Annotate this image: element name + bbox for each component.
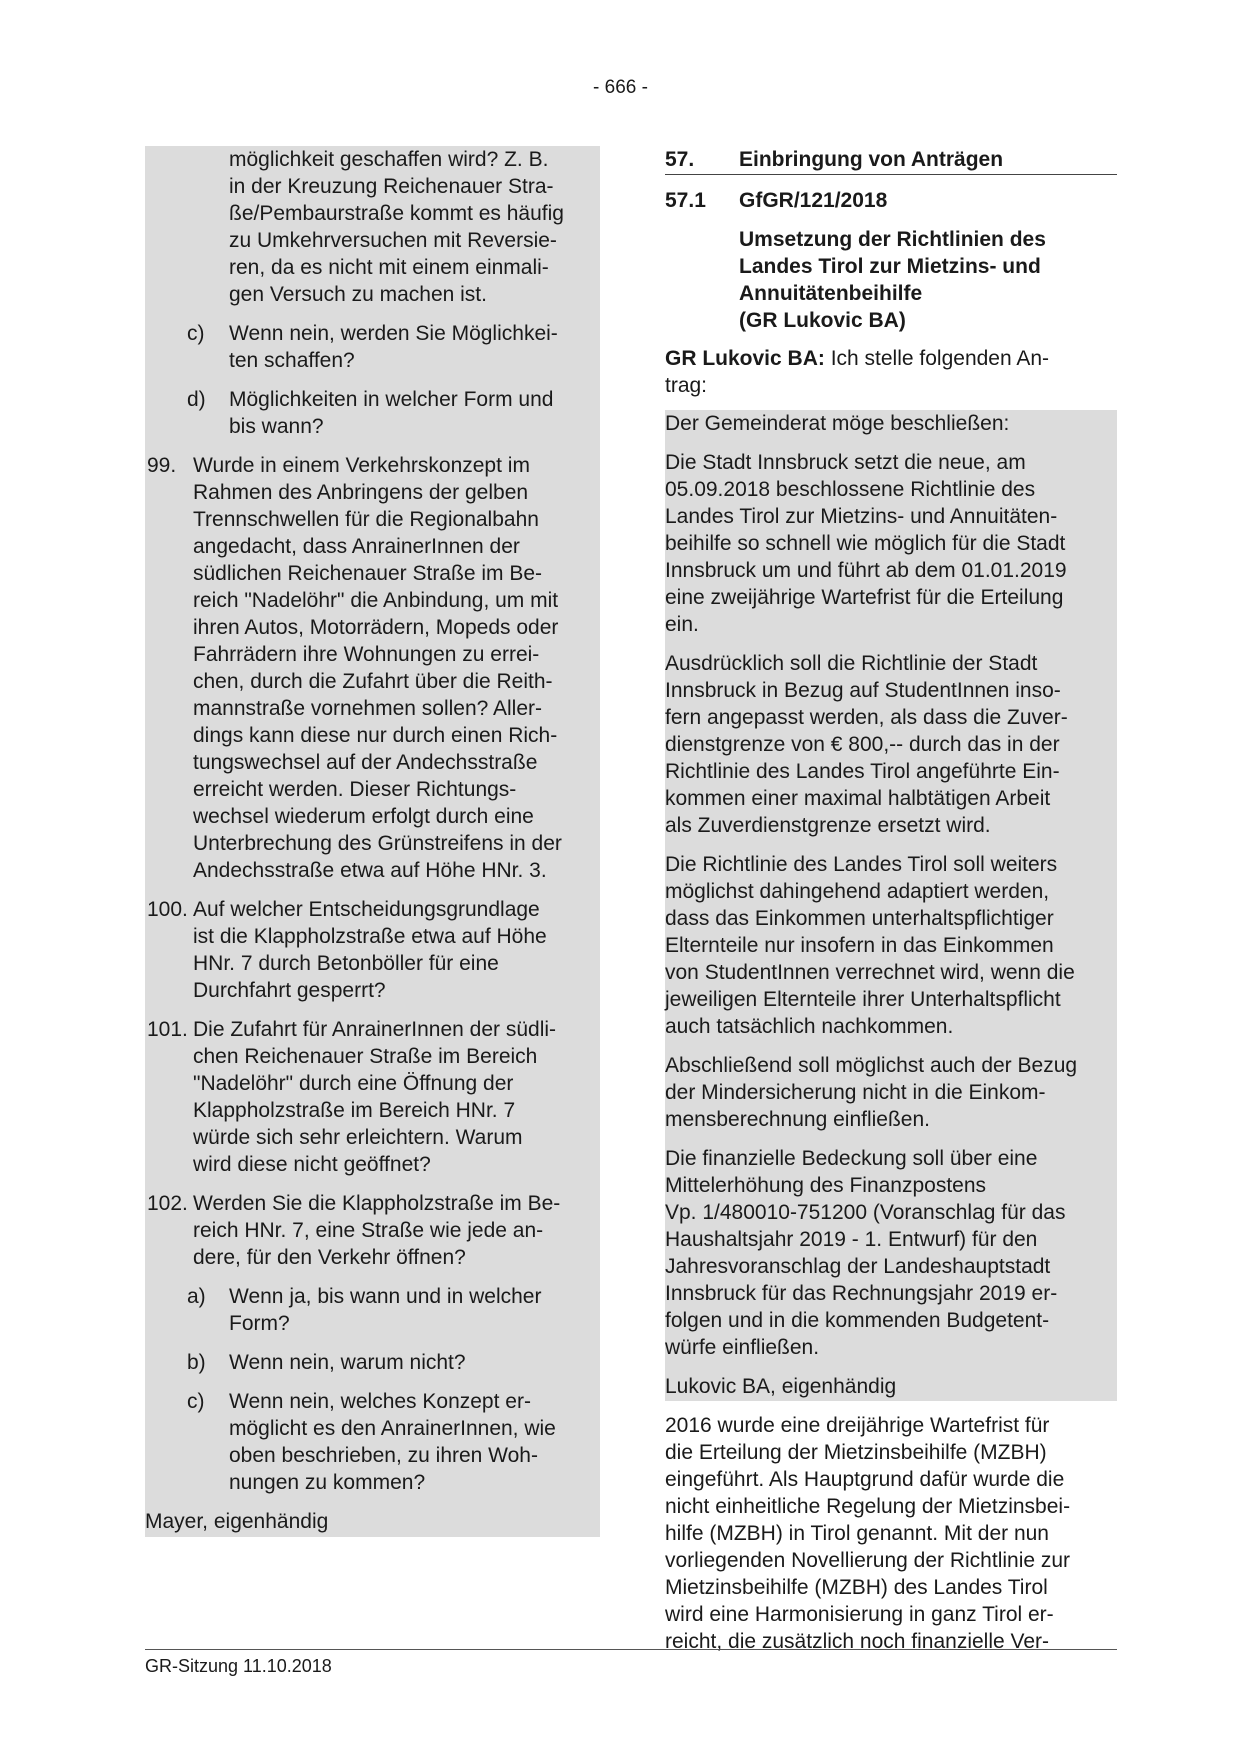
speaker-intro: GR Lukovic BA: Ich stelle folgenden An- trag: (665, 347, 1050, 397)
speaker-name: GR Lukovic BA: (665, 347, 825, 370)
section-heading (665, 146, 1117, 175)
list-item: c) Wenn nein, werden Sie Möglichkei- ten schaffen? (187, 322, 558, 372)
continued-text: möglichkeit geschaffen wird? Z. B. in der Kreuzung Reichenauer Stra- ße/Pembaurstraße kommt es häufig zu Umkehrversuchen mit Reversie- ren, da es nicht mit einem einmali- gen Versuch zu machen ist. (229, 148, 564, 306)
question-99: 99. Wurde in einem Verkehrskonzept im Rahmen des Anbringens der gelben Trennschwellen für die Regionalbahn angedacht, dass AnrainerInnen der südlichen Reichenauer Straße im Be- reich "Nadelöhr" die Anbindung, um mit ihren Autos, Motorrädern, Mopeds oder Fahrrädern ihre Wohnungen zu errei- chen, durch die Zufahrt über die Reith- mannstraße vornehmen sollen? Aller- dings kann diese nur durch einen Rich- tungswechsel auf der Andechsstraße erreicht werden. Dieser Richtungs- wechsel wiederum erfolgt durch eine Unterbrechung des Grünstreifens in der Andechsstraße etwa auf Höhe HNr. 3. (147, 454, 562, 882)
page-number: - 666 - (593, 77, 648, 98)
question-102: 102. Werden Sie die Klappholzstraße im Be- reich HNr. 7, eine Straße wie jede an- dere, für den Verkehr öffnen? (147, 1192, 561, 1269)
list-item: a) Wenn ja, bis wann und in welcher Form? (187, 1285, 542, 1335)
section-number: 57. (665, 148, 695, 171)
footer: GR-Sitzung 11.10.2018 (145, 1656, 332, 1676)
question-block (145, 146, 600, 1537)
footer-divider (145, 1649, 1117, 1650)
section-title: Einbringung von Anträgen (739, 148, 1004, 171)
question-101: 101. Die Zufahrt für AnrainerInnen der südli- chen Reichenauer Straße im Bereich "Nadelöhr" durch eine Öffnung der Klappholzstraße im Bereich HNr. 7 würde sich sehr erleichtern. Warum wird diese nicht geöffnet? (147, 1018, 557, 1176)
subsection-code: GfGR/121/2018 (739, 189, 888, 212)
question-100: 100. Auf welcher Entscheidungsgrundlage ist die Klappholzstraße etwa auf Höhe HNr. 7 durch Betonböller für eine Durchfahrt gesperrt? (147, 898, 547, 1002)
motion-paragraph: Die Richtlinie des Landes Tirol soll weiters möglichst dahingehend adaptiert werden, dass das Einkommen unterhaltspflichtiger Elternteile nur insofern in das Einkommen von StudentInnen verrechnet wird, wenn die jeweiligen Elternteile ihrer Unterhaltspflicht auch tatsächlich nachkommen. (665, 853, 1075, 1038)
motion-intro: Der Gemeinderat möge beschließen: (665, 412, 1010, 435)
list-item: c) Wenn nein, welches Konzept er- möglicht es den AnrainerInnen, wie oben beschrieben, zu ihren Woh- nungen zu kommen? (187, 1390, 556, 1494)
list-item: b) Wenn nein, warum nicht? (187, 1351, 466, 1374)
justification-paragraph: 2016 wurde eine dreijährige Wartefrist für die Erteilung der Mietzinsbeihilfe (MZBH) eingeführt. Als Hauptgrund dafür wurde die nicht einheitliche Regelung der Mietzinsbei- hilfe (MZBH) in Tirol genannt. Mit der nun vorliegenden Novellierung der Richtlinie zur Mietzinsbeihilfe (MZBH) des Landes Tirol wird eine Harmonisierung in ganz Tirol er- reicht, die zusätzlich noch finanzielle Ver- (665, 1414, 1071, 1653)
subsection-number: 57.1 (665, 189, 706, 212)
signature: Mayer, eigenhändig (145, 1510, 329, 1533)
subject-title: Umsetzung der Richtlinien des Landes Tirol zur Mietzins- und Annuitätenbeihilfe (GR Lukovic BA) (739, 228, 1046, 332)
subsection-heading (665, 187, 1117, 214)
motion-paragraph: Die finanzielle Bedeckung soll über eine Mittelerhöhung des Finanzpostens Vp. 1/480010-751200 (Voranschlag für das Haushaltsjahr 2019 - 1. Entwurf) für den Jahresvoranschlag der Landeshauptstadt Innsbruck für das Rechnungsjahr 2019 er- folgen und in die kommenden Budgetent- würfe einfließen. (665, 1147, 1066, 1359)
left-column (145, 146, 600, 1537)
signature: Lukovic BA, eigenhändig (665, 1375, 897, 1398)
motion-paragraph: Ausdrücklich soll die Richtlinie der Stadt Innsbruck in Bezug auf StudentInnen inso- fern angepasst werden, als dass die Zuver- dienstgrenze von € 800,-- durch das in der Richtlinie des Landes Tirol angeführte Ein- kommen einer maximal halbtätigen Arbeit als Zuverdienstgrenze ersetzt wird. (665, 652, 1068, 837)
right-column (665, 146, 1117, 1655)
motion-paragraph: Die Stadt Innsbruck setzt die neue, am 05.09.2018 beschlossene Richtlinie des Landes Tirol zur Mietzins- und Annuitäten- beihilfe so schnell wie möglich für die Stadt Innsbruck um und führt ab dem 01.01.2019 eine zweijährige Wartefrist für die Erteilung ein. (665, 451, 1067, 636)
list-item: d) Möglichkeiten in welcher Form und bis wann? (187, 388, 554, 438)
motion-block (665, 410, 1117, 1401)
motion-paragraph: Abschließend soll möglichst auch der Bezug der Mindersicherung nicht in die Einkom- mensberechnung einfließen. (665, 1054, 1078, 1131)
